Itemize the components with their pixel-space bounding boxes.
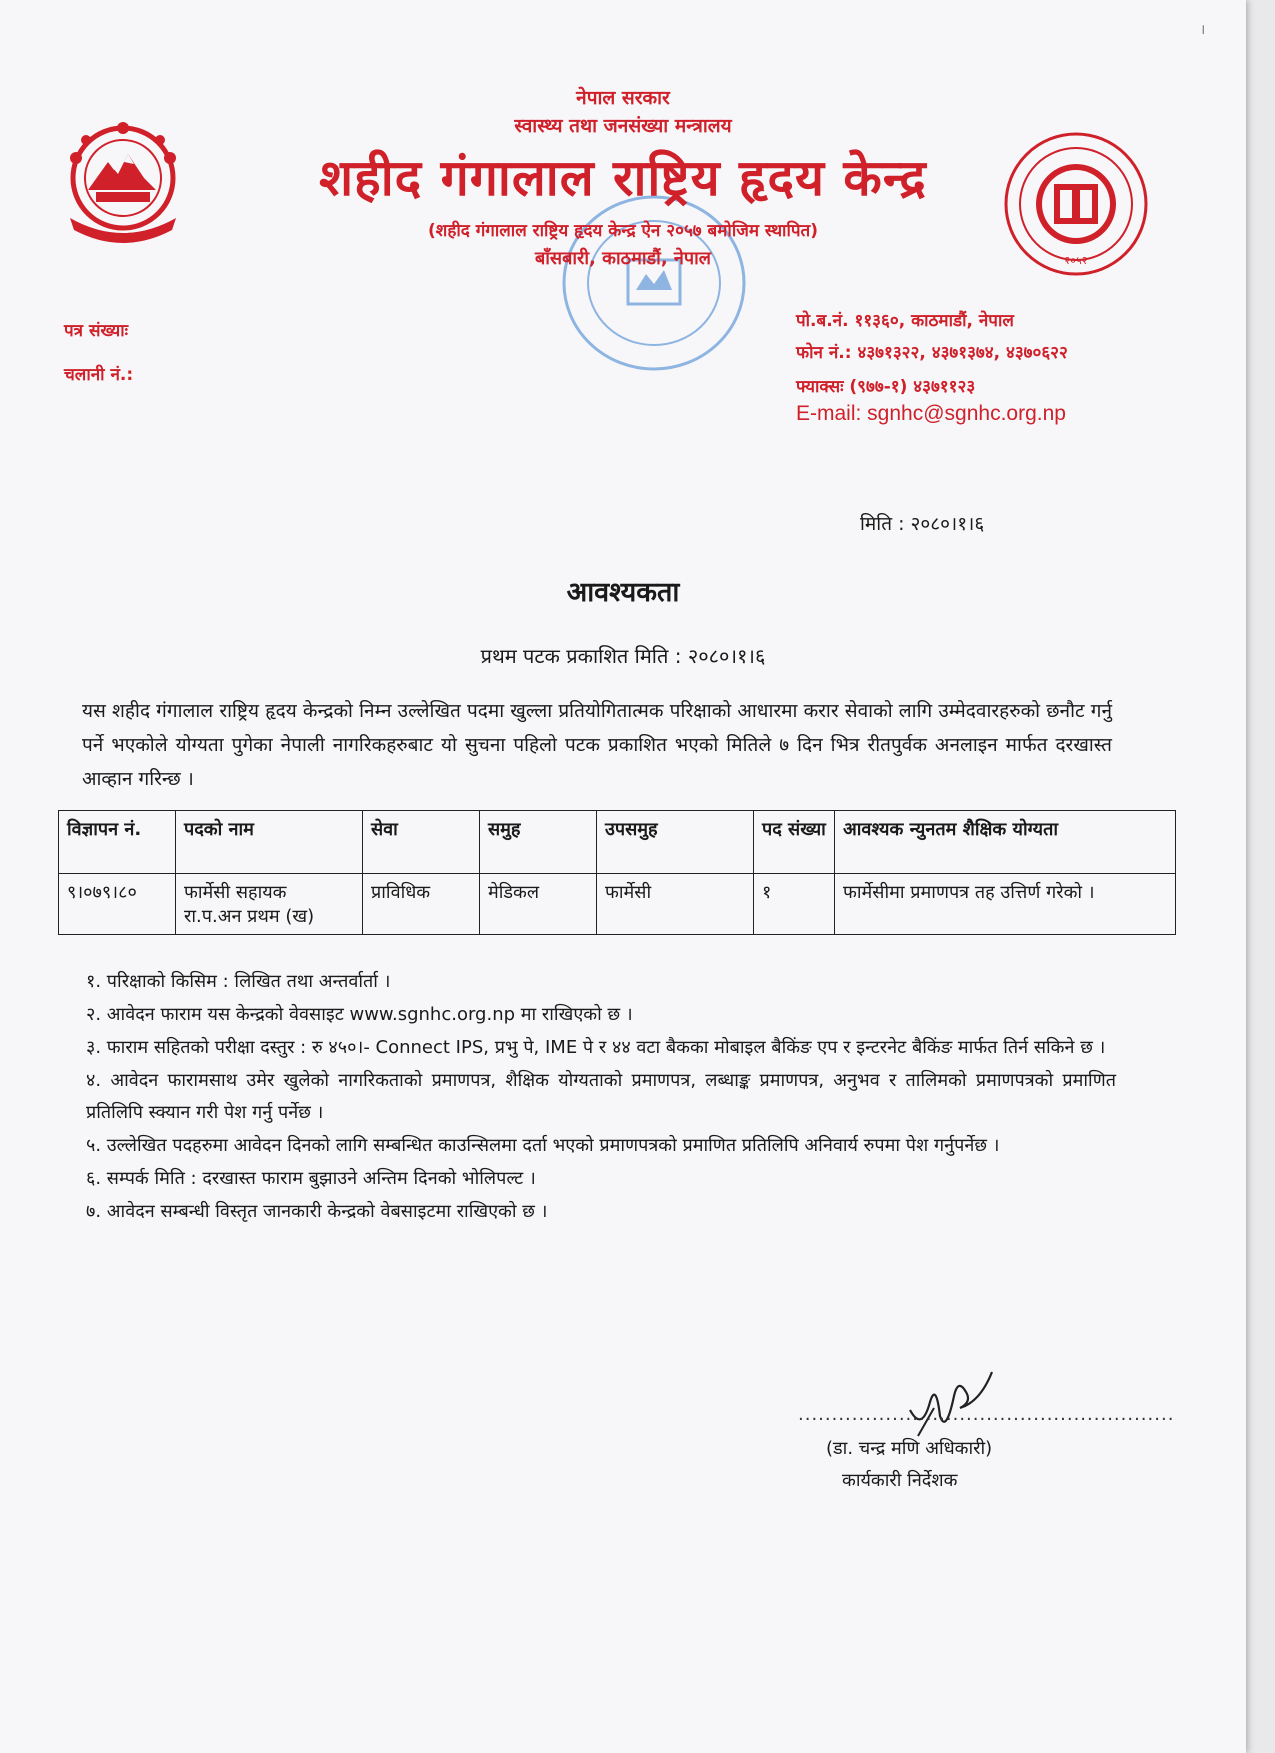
post-name-line1: फार्मेसी सहायक xyxy=(184,882,287,903)
list-item: ७. आवेदन सम्बन्धी विस्तृत जानकारी केन्द्रको वेबसाइटमा राखिएको छ । xyxy=(86,1201,548,1222)
email-address: E-mail: sgnhc@sgnhc.org.np xyxy=(796,402,1066,425)
list-item: ३. फाराम सहितको परीक्षा दस्तुर : रु ४५०।- Connect IPS, प्रभु पे, IME पे र ४४ वटा बैकका मोबाइल बैकिंङ एप र इन्टरनेट बैकिंङ मार्फत तिर्न सकिने छ । xyxy=(86,1037,1106,1058)
signatory-title: कार्यकारी निर्देशक xyxy=(842,1470,958,1491)
dispatch-number-label: चलानी नं.: xyxy=(64,365,134,385)
notes-list xyxy=(86,966,1116,1229)
col-post-count: पद संख्या xyxy=(754,811,835,874)
phone-numbers: फोन नं.: ४३७१३२२, ४३७१३७४, ४३७०६२२ xyxy=(796,343,1068,363)
notice-intro: यस शहीद गंगालाल राष्ट्रिय हृदय केन्द्रको निम्न उल्लेखित पदमा खुल्ला प्रतियोगितात्मक परिक्षाको आधारमा करार सेवाको लागि उम्मेदवारहरुको छनौट गर्नु पर्ने भएकोले योग्यता पुगेका नेपाली नागरिकहरुबाट यो सुचना पहिलो पटक प्रकाशित भएको मितिले ७ दिन भित्र रीतपुर्वक अनलाइन मार्फत दरखास्त आव्हान गरिन्छ । xyxy=(82,700,1112,790)
table-row xyxy=(59,874,1176,935)
organization-address: बाँसबारी, काठमाडौं, नेपाल xyxy=(534,248,712,269)
col-ad-number: विज्ञापन नं. xyxy=(59,811,176,874)
fax-number: फ्याक्सः (९७७-१) ४३७११२३ xyxy=(796,377,976,397)
organization-subtitle: (शहीद गंगालाल राष्ट्रिय हृदय केन्द्र ऐन २०५७ बमोजिम स्थापित) xyxy=(428,221,818,241)
letter-number-label: पत्र संख्याः xyxy=(64,321,129,341)
signature-line: ........................................................ xyxy=(798,1404,1175,1425)
signature-icon xyxy=(900,1362,1000,1442)
ministry-name: स्वास्थ्य तथा जनसंख्या मन्त्रालय xyxy=(514,115,732,137)
col-group: समुह xyxy=(480,811,597,874)
list-item: ५. उल्लेखित पदहरुमा आवेदन दिनको लागि सम्बन्धित काउन्सिलमा दर्ता भएको प्रमाणपत्रको प्रमाणित प्रतिलिपि अनिवार्य रुपमा पेश गर्नुपर्नेछ । xyxy=(86,1135,1000,1156)
published-date: प्रथम पटक प्रकाशित मिति : २०८०।१।६ xyxy=(480,644,766,668)
cell-qualification: फार्मेसीमा प्रमाणपत्र तह उत्तिर्ण गरेको । xyxy=(835,874,1176,935)
notice-title: आवश्यकता xyxy=(566,577,680,608)
cell-post-name xyxy=(176,874,363,935)
signatory-name: (डा. चन्द्र मणि अधिकारी) xyxy=(826,1438,993,1459)
cell-service: प्राविधिक xyxy=(363,874,480,935)
cell-post-count: १ xyxy=(754,874,835,935)
letter-date: मिति : २०८०।१।६ xyxy=(860,513,985,535)
col-service: सेवा xyxy=(363,811,480,874)
organization-name: शहीद गंगालाल राष्ट्रिय हृदय केन्द्र xyxy=(319,149,927,207)
col-subgroup: उपसमुह xyxy=(597,811,754,874)
cell-ad-number: ९।०७९।८० xyxy=(59,874,176,935)
cell-group: मेडिकल xyxy=(480,874,597,935)
post-name-line2: रा.प.अन प्रथम (ख) xyxy=(184,906,315,927)
vacancy-table xyxy=(58,810,1176,935)
logo-year-text: २०५२ xyxy=(1064,254,1088,267)
list-item: ४. आवेदन फारामसाथ उमेर खुलेको नागरिकताको प्रमाणपत्र, शैक्षिक योग्यताको प्रमाणपत्र, लब्धाङ्क प्रमाणपत्र, अनुभव र तालिमको प्रमाणपत्रको प्रमाणित प्रतिलिपि स्क्यान गरी पेश गर्नु पर्नेछ । xyxy=(86,1070,1116,1123)
col-qualification: आवश्यक न्युनतम शैक्षिक योग्यता xyxy=(835,811,1176,874)
table-header-row xyxy=(59,811,1176,874)
list-item: १. परिक्षाको किसिम : लिखित तथा अन्तर्वार्ता । xyxy=(86,971,391,992)
page-mark: । xyxy=(1200,22,1206,38)
cell-subgroup: फार्मेसी xyxy=(597,874,754,935)
list-item: ६. सम्पर्क मिति : दरखास्त फाराम बुझाउने अन्तिम दिनको भोलिपल्ट । xyxy=(86,1168,536,1189)
gov-name: नेपाल सरकार xyxy=(576,87,670,109)
list-item: २. आवेदन फाराम यस केन्द्रको वेवसाइट www.sgnhc.org.np मा राखिएको छ । xyxy=(86,1004,633,1025)
col-post-name: पदको नाम xyxy=(176,811,363,874)
po-box: पो.ब.नं. ११३६०, काठमाडौं, नेपाल xyxy=(796,311,1014,331)
